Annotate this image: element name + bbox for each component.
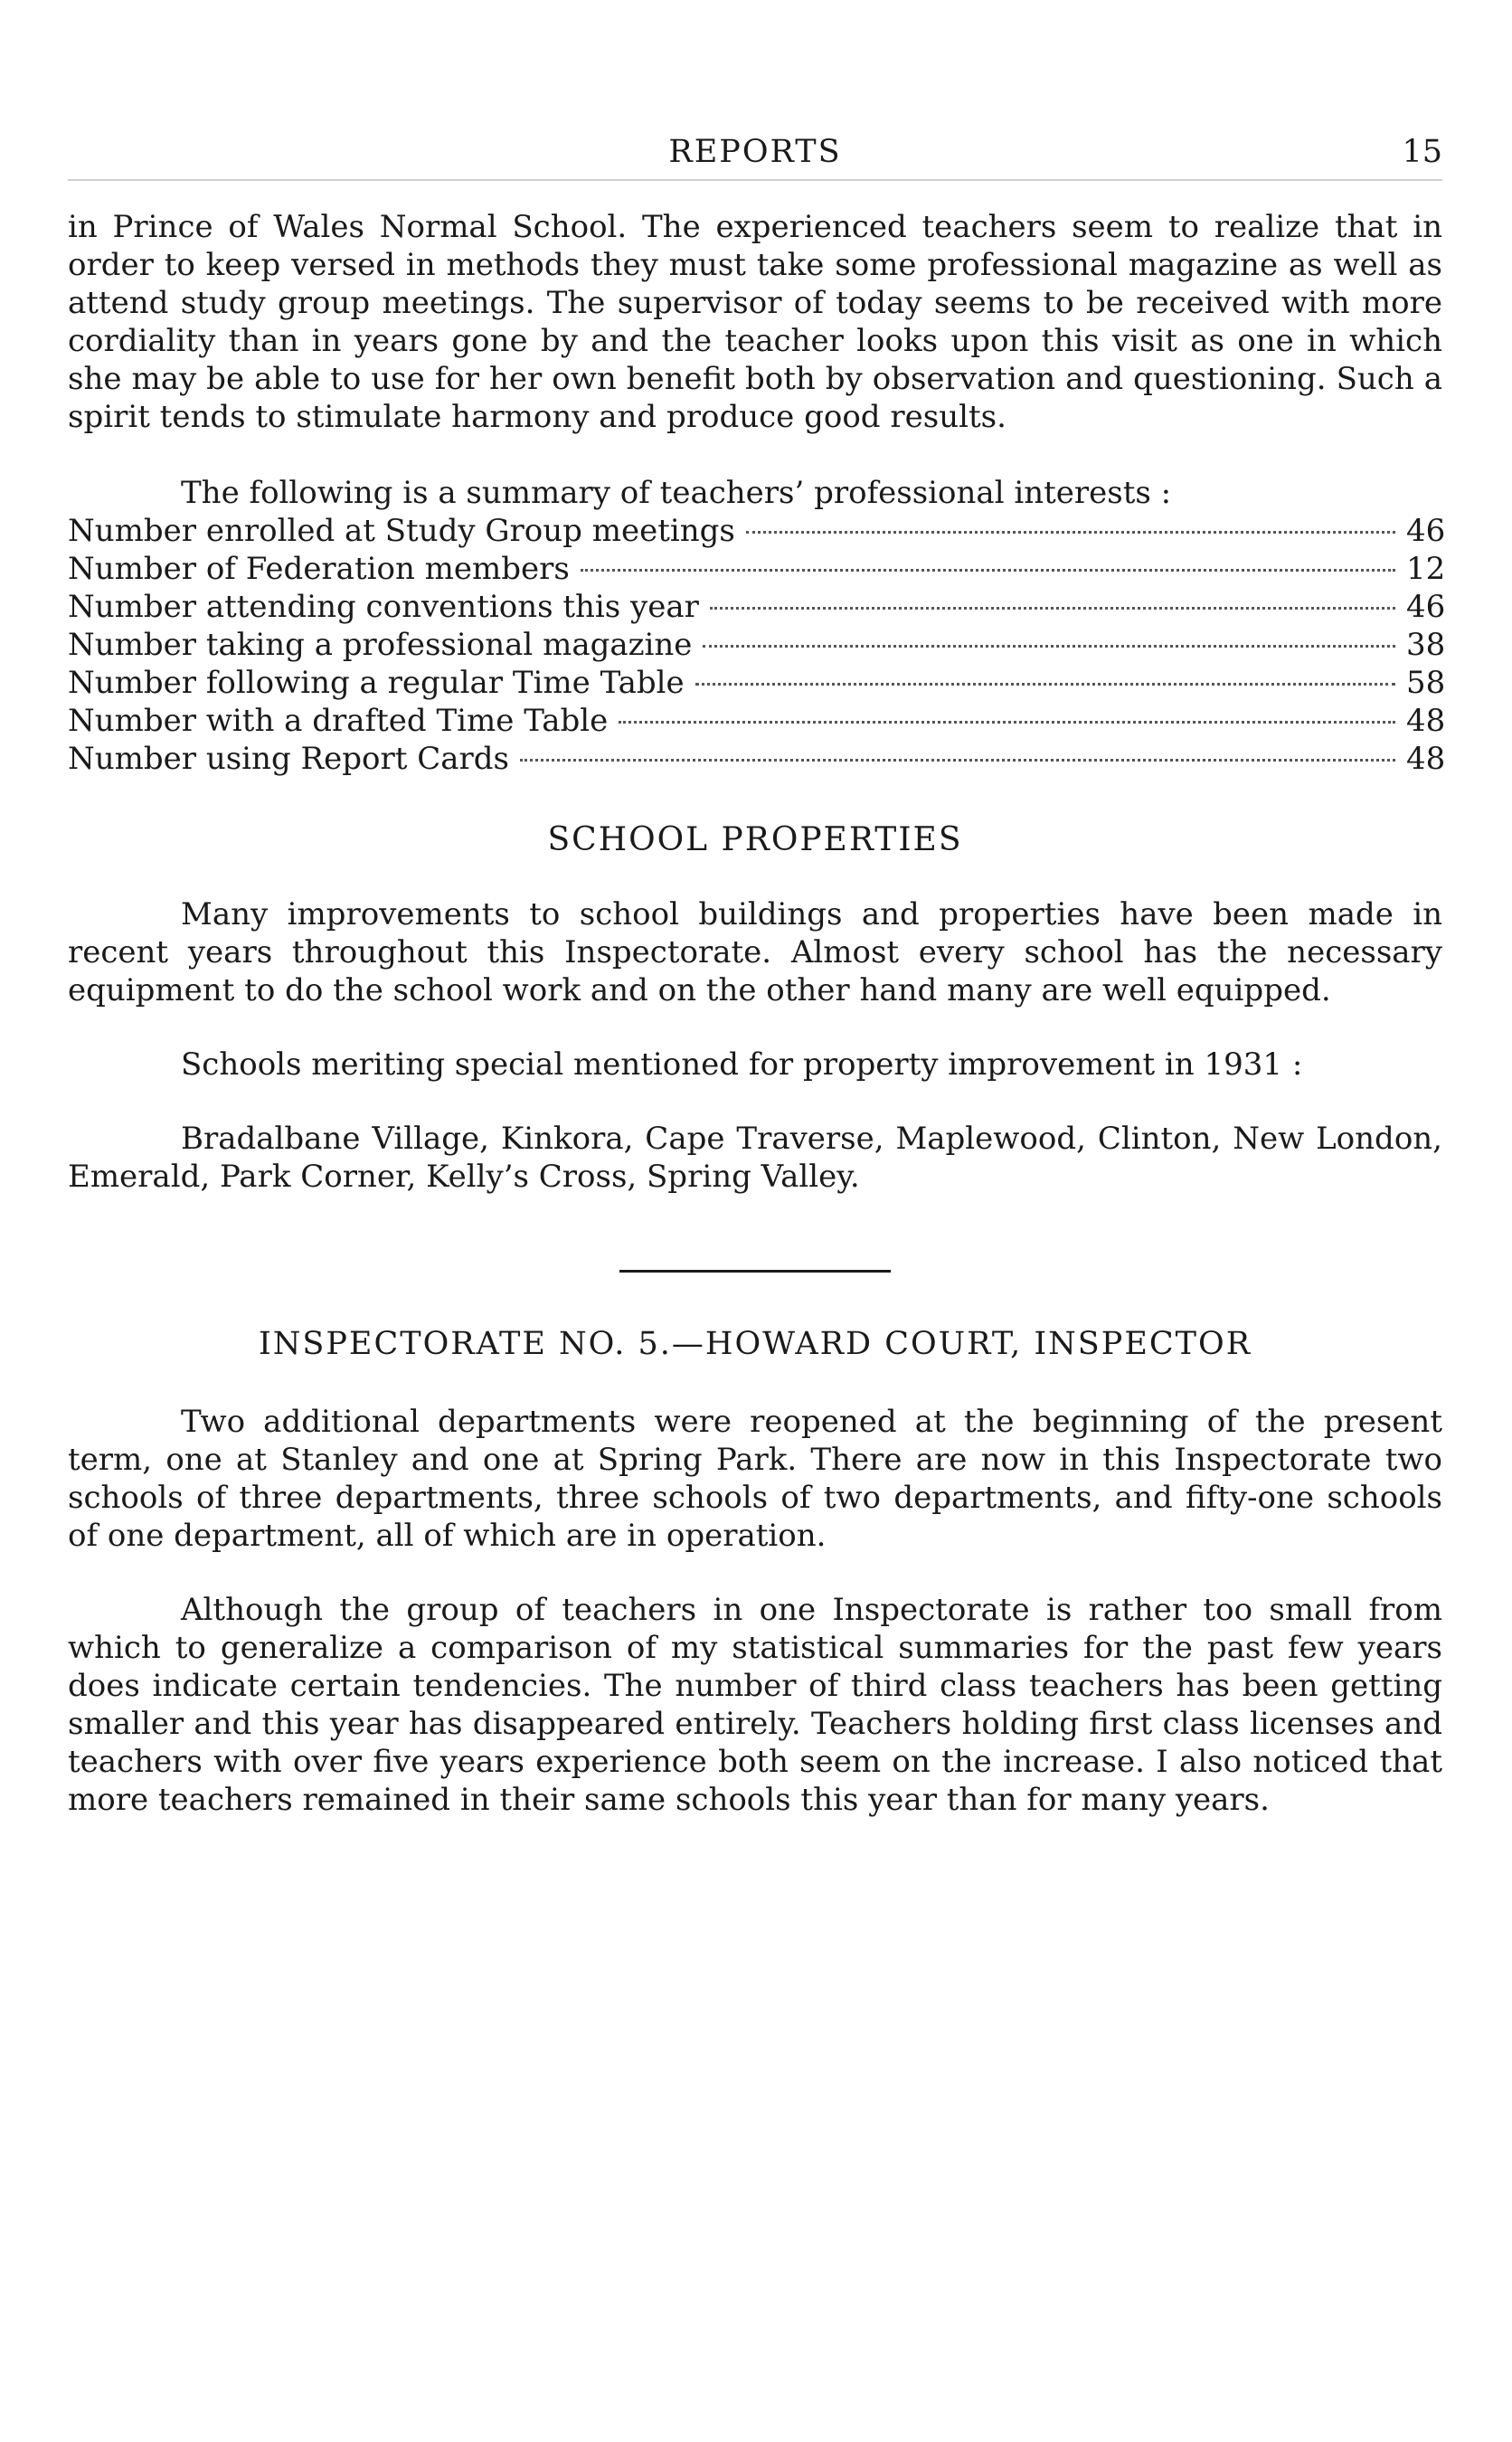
- paragraph-departments: Two additional departments were reopened at the beginning of the present term, one at Stanley and one at Spring Park. There are now in this Inspectorate two schools of three departments, three schools of two departments, and fifty-one schools of one department, all of which are in operation.: [68, 1404, 1442, 1554]
- paragraph-schools-meriting: Schools meriting special mentioned for property improvement in 1931 :: [181, 1046, 1303, 1083]
- summary-value: 12: [1406, 551, 1446, 587]
- running-title: REPORTS: [668, 134, 842, 170]
- paragraph-school-list: Bradalbane Village, Kinkora, Cape Traverse, Maplewood, Clinton, New London, Emerald, Park Corner, Kelly’s Cross, Spring Valley.: [68, 1121, 1442, 1195]
- leader-dots: [710, 607, 1395, 610]
- summary-row: [68, 740, 1446, 778]
- summary-row: [68, 702, 1446, 740]
- leader-dots: [703, 645, 1395, 648]
- summary-value: 46: [1406, 589, 1446, 625]
- summary-label: Number of Federation members: [68, 551, 570, 587]
- summary-label: Number following a regular Time Table: [68, 665, 685, 701]
- leader-dots: [520, 759, 1395, 762]
- page-number: 15: [1402, 134, 1442, 170]
- summary-label: Number attending conventions this year: [68, 589, 699, 625]
- summary-row: [68, 664, 1446, 702]
- paragraph-tendencies: Although the group of teachers in one Inspectorate is rather too small from which to generalize a comparison of my statistical summaries for the past few years does indicate certain tendencies. The number of third class teachers has been getting smaller and this year has disappeared entirely. Teachers holding first class licenses and teachers with over five years experience both seem on the increase. I also noticed that more teachers remained in their same schools this year than for many years.: [68, 1592, 1442, 1818]
- summary-label: Number enrolled at Study Group meetings: [68, 513, 735, 549]
- summary-value: 58: [1406, 665, 1446, 701]
- section-divider: [619, 1270, 891, 1273]
- section-heading-inspectorate: INSPECTORATE NO. 5.—HOWARD COURT, INSPECTOR: [258, 1326, 1252, 1362]
- summary-intro: The following is a summary of teachers’ professional interests :: [181, 475, 1172, 511]
- summary-value: 46: [1406, 513, 1446, 549]
- document-page: [68, 134, 1446, 1819]
- leader-dots: [695, 683, 1395, 686]
- summary-label: Number taking a professional magazine: [68, 627, 693, 663]
- leader-dots: [746, 531, 1395, 534]
- summary-label: Number with a drafted Time Table: [68, 703, 609, 739]
- paragraph-improvements: Many improvements to school buildings and properties have been made in recent years throughout this Inspectorate. Almost every school has the necessary equipment to do the school work and on the other hand many are well equipped.: [68, 896, 1442, 1008]
- summary-row: [68, 512, 1446, 550]
- summary-row: [68, 626, 1446, 664]
- summary-row: [68, 588, 1446, 626]
- summary-value: 48: [1406, 703, 1446, 739]
- summary-label: Number using Report Cards: [68, 741, 509, 777]
- leader-dots: [619, 721, 1395, 724]
- summary-list: [68, 512, 1446, 778]
- section-heading-school-properties: SCHOOL PROPERTIES: [547, 821, 963, 858]
- paragraph-supervision: in Prince of Wales Normal School. The experienced teachers seem to realize that in order to keep versed in methods they must take some professional magazine as well as attend study group meetings. The supervisor of today seems to be received with more cordiality than in years gone by and the teacher looks upon this visit as one in which she may be able to use for her own benefit both by observation and questioning. Such a spirit tends to stimulate harmony and produce good results.: [68, 209, 1442, 435]
- running-header: [68, 134, 1442, 181]
- leader-dots: [581, 569, 1395, 572]
- summary-row: [68, 550, 1446, 588]
- summary-value: 38: [1406, 627, 1446, 663]
- summary-value: 48: [1406, 741, 1446, 777]
